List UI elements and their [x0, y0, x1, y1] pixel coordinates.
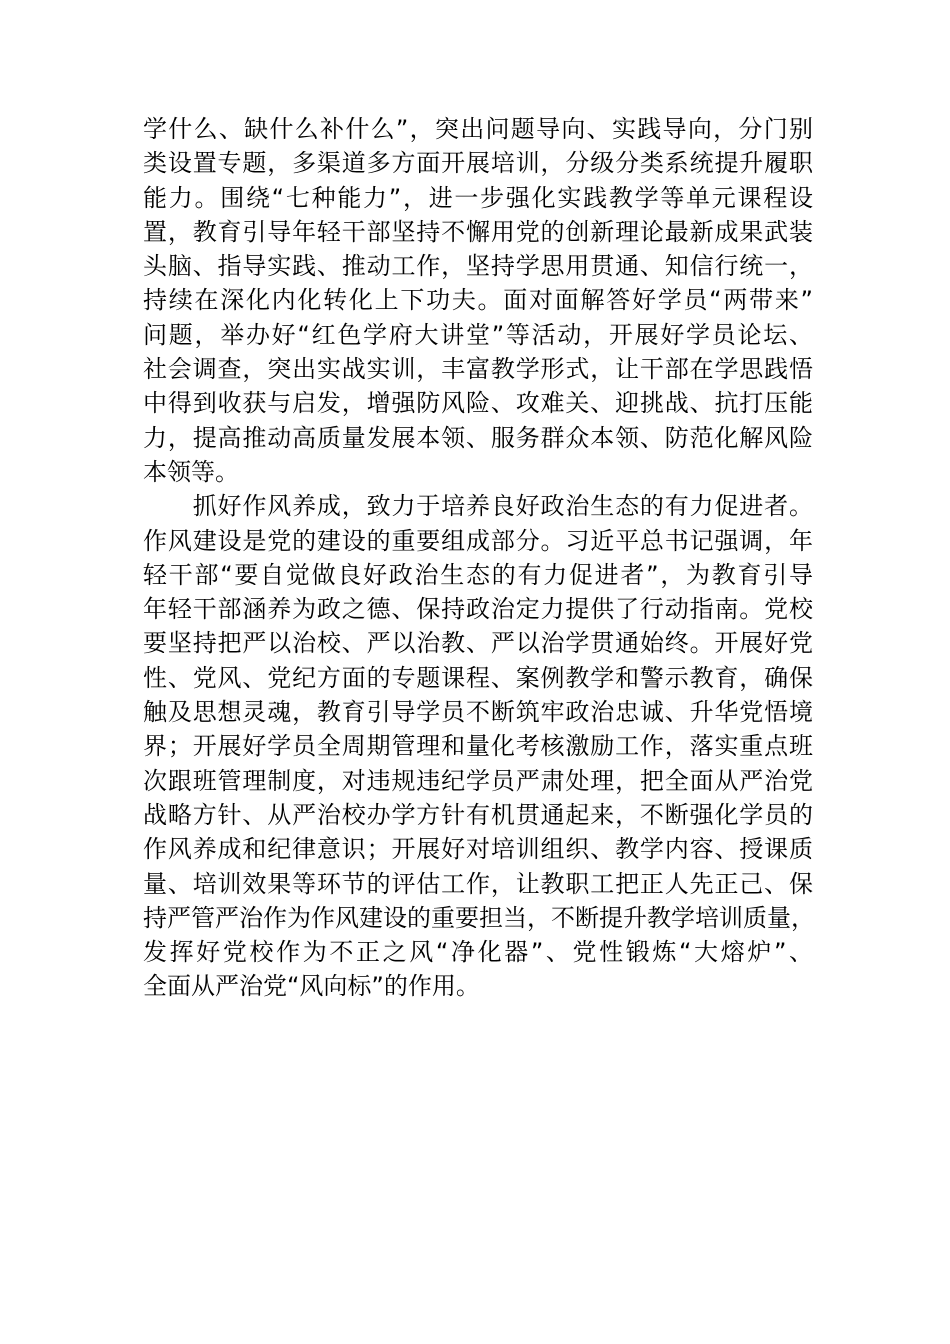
text-line: 次跟班管理制度，对违规违纪学员严肃处理，把全面从严治党: [143, 766, 813, 795]
text-line: 量、培训效果等环节的评估工作，让教职工把正人先正己、保: [143, 869, 813, 898]
text-line: 问题，举办好“红色学府大讲堂”等活动，开展好学员论坛、: [143, 320, 813, 349]
text-line: 战略方针、从严治校办学方针有机贯通起来，不断强化学员的: [143, 800, 813, 829]
paragraph: [143, 112, 813, 489]
text-line: 本领等。: [143, 457, 239, 486]
text-line: 轻干部“要自觉做良好政治生态的有力促进者”，为教育引导: [143, 560, 813, 589]
text-line: 发挥好党校作为不正之风“净化器”、党性锻炼“大熔炉”、: [143, 938, 813, 967]
body-text: [143, 112, 813, 1004]
text-line: 作风养成和纪律意识；开展好对培训组织、教学内容、授课质: [143, 835, 813, 864]
text-line: 触及思想灵魂，教育引导学员不断筑牢政治忠诚、升华党悟境: [143, 698, 813, 727]
text-line: 中得到收获与启发，增强防风险、攻难关、迎挑战、抗打压能: [143, 389, 813, 418]
text-line: 持续在深化内化转化上下功夫。面对面解答好学员“两带来”: [143, 286, 813, 315]
text-line: 能力。围绕“七种能力”，进一步强化实践教学等单元课程设: [143, 183, 813, 212]
text-line: 置，教育引导年轻干部坚持不懈用党的创新理论最新成果武装: [143, 217, 813, 246]
text-line: 抓好作风养成，致力于培养良好政治生态的有力促进者。: [143, 492, 813, 521]
text-line: 持严管严治作为作风建设的重要担当，不断提升教学培训质量，: [143, 903, 815, 932]
text-line: 作风建设是党的建设的重要组成部分。习近平总书记强调，年: [143, 526, 813, 555]
text-line: 年轻干部涵养为政之德、保持政治定力提供了行动指南。党校: [143, 595, 813, 624]
text-line: 界；开展好学员全周期管理和量化考核激励工作，落实重点班: [143, 732, 813, 761]
text-line: 学什么、缺什么补什么”，突出问题导向、实践导向，分门别: [143, 115, 813, 143]
text-line: 社会调查，突出实战实训，丰富教学形式，让干部在学思践悟: [143, 355, 813, 384]
text-line: 全面从严治党“风向标”的作用。: [143, 972, 480, 1001]
text-line: 性、党风、党纪方面的专题课程、案例教学和警示教育，确保: [143, 663, 813, 692]
text-line: 力，提高推动高质量发展本领、服务群众本领、防范化解风险: [143, 423, 813, 452]
text-line: 头脑、指导实践、推动工作，坚持学思用贯通、知信行统一，: [143, 252, 813, 281]
text-line: 要坚持把严以治校、严以治教、严以治学贯通始终。开展好党: [143, 629, 813, 658]
paragraph: [143, 489, 813, 1003]
text-line: 类设置专题，多渠道多方面开展培训，分级分类系统提升履职: [143, 149, 813, 178]
